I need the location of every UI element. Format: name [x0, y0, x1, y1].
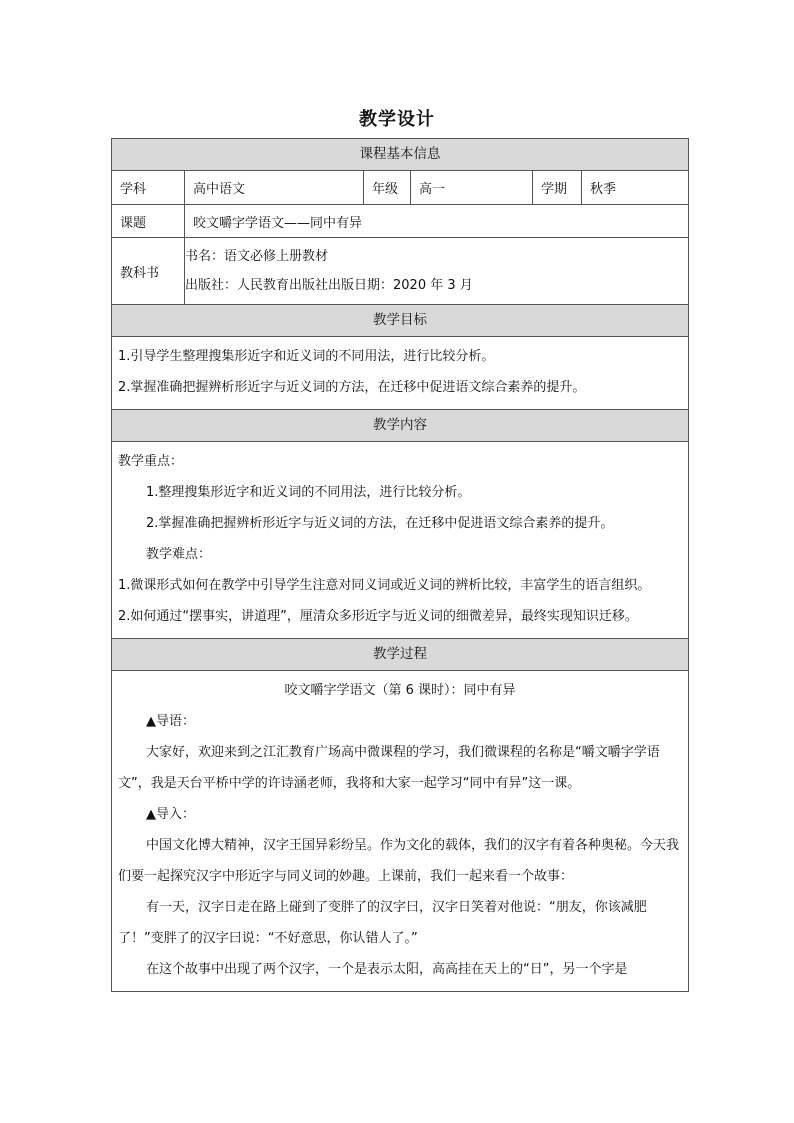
- grade-value: 高一: [411, 171, 533, 204]
- content-block: [112, 442, 688, 639]
- lesson-plan-table: [111, 138, 689, 992]
- lesson-title: 咬文嚼字学语文（第 6 课时）：同中有异: [284, 683, 516, 698]
- difficulty-label: 教学难点：: [146, 547, 212, 562]
- document-title: 教学设计: [359, 109, 435, 130]
- subject-value: 高中语文: [185, 171, 364, 204]
- topic-value: 咬文嚼字学语文——同中有异: [193, 215, 363, 231]
- textbook-publisher: 出版社：人民教育出版社出版日期：2020 年 3 月: [185, 278, 473, 293]
- info-row: [112, 171, 688, 205]
- textbook-value: [185, 238, 688, 304]
- subject-label: 学科: [112, 171, 185, 204]
- topic-row: [112, 205, 688, 238]
- story-tail-text: 在这个故事中出现了两个汉字，一个是表示太阳，高高挂在天上的“日”，另一个字是: [146, 962, 628, 977]
- difficulty-item: 2.如何通过“摆事实，讲道理”，厘清众多形近字与近义词的细微差异，最终实现知识迁移。: [118, 609, 638, 624]
- term-label: 学期: [533, 171, 582, 204]
- lead-in-text: 中国文化博大精神，汉字王国异彩纷呈。作为文化的载体，我们的汉字有着各种奥秘。今天我们要一起探究汉字中形近字与同义词的妙趣。上课前，我们一起来看一个故事：: [118, 838, 680, 884]
- key-points-label: 教学重点：: [118, 454, 184, 469]
- textbook-label: 教科书: [112, 238, 185, 304]
- key-point-item: 2.掌握准确把握辨析形近字与近义词的方法，在迁移中促进语文综合素养的提升。: [146, 516, 614, 531]
- intro-text: 大家好，欢迎来到之江汇教育广场高中微课程的学习，我们微课程的名称是“嚼文嚼字学语文”，我是天台平桥中学的许诗涵老师，我将和大家一起学习“同中有异”这一课。: [118, 745, 660, 791]
- process-block: [112, 671, 688, 991]
- intro-label: ▲导语：: [146, 714, 195, 729]
- key-point-item: 1.整理搜集形近字和近义词的不同用法，进行比较分析。: [146, 485, 471, 500]
- goal-item: 2.掌握准确把握辨析形近字与近义词的方法，在迁移中促进语文综合素养的提升。: [118, 380, 586, 395]
- goals-block: [112, 337, 688, 410]
- lead-in-label: ▲导入：: [146, 807, 195, 822]
- goal-item: 1.引导学生整理搜集形近字和近义词的不同用法，进行比较分析。: [118, 349, 495, 364]
- section-header-content: 教学内容: [112, 410, 688, 442]
- textbook-row: [112, 238, 688, 305]
- story-text: 有一天，汉字日走在路上碰到了变胖了的汉字曰，汉字日笑着对他说：“朋友，你该减肥了！”变胖了的汉字曰说：“不好意思，你认错人了。”: [118, 900, 647, 946]
- section-header-goals: 教学目标: [112, 305, 688, 337]
- difficulty-item: 1.微课形式如何在教学中引导学生注意对同义词或近义词的辨析比较，丰富学生的语言组织。: [118, 578, 651, 593]
- section-header-process: 教学过程: [112, 639, 688, 671]
- topic-label: 课题: [112, 205, 185, 237]
- grade-label: 年级: [364, 171, 411, 204]
- section-header-basic-info: 课程基本信息: [112, 139, 688, 171]
- term-value: 秋季: [590, 182, 617, 197]
- textbook-name: 书名：语文必修上册教材: [185, 249, 329, 264]
